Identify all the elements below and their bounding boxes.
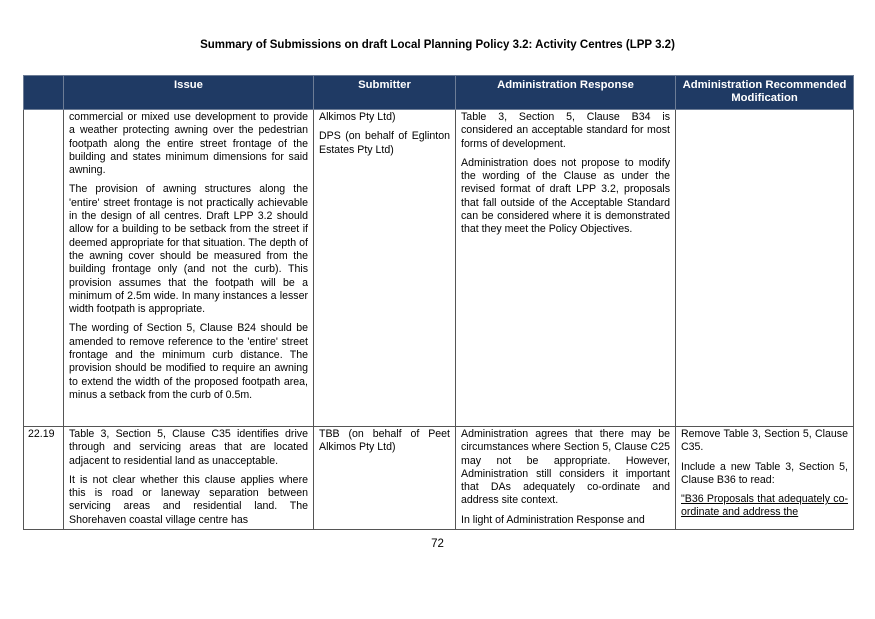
response-paragraph: In light of Administration Response and xyxy=(461,513,645,526)
header-submitter: Submitter xyxy=(314,76,456,110)
issue-paragraph: It is not clear whether this clause applies where this is road or laneway separation between servicing areas and residential land. The Shorehaven coastal village centre has xyxy=(69,473,308,526)
table-row xyxy=(24,110,854,427)
page-title: Summary of Submissions on draft Local Planning Policy 3.2: Activity Centres (LPP 3.2) xyxy=(200,39,675,51)
issue-paragraph: The provision of awning structures along the 'entire' street frontage is not practically achievable in the design of all centres. Draft LPP 3.2 should allow for a building to be setback from the street if deemed appropriate for that situation. The depth of the awning cover should be measured from the building frontage only (and not the curb). This provision assumes that the footpath will be a minimum of 2.5m wide. In many instances a lesser width footpath is appropriate. xyxy=(69,183,308,316)
response-cell xyxy=(456,110,676,427)
submitter-cell xyxy=(314,427,456,530)
submissions-table xyxy=(23,75,854,530)
modification-paragraph: "B36 Proposals that adequately co-ordinate and address the xyxy=(681,493,848,519)
response-paragraph: Administration agrees that there may be circumstances where Section 5, Clause C25 may not be appropriate. However, Administration still considers it important that DAs adequately co-ordinate and address site context. xyxy=(461,428,670,507)
table-row xyxy=(24,427,854,530)
header-number xyxy=(24,76,64,110)
header-issue: Issue xyxy=(64,76,314,110)
modification-paragraph: Remove Table 3, Section 5, Clause C35. xyxy=(681,428,848,454)
header-recommended-modification: Administration Recommended Modification xyxy=(676,76,854,110)
submitter-paragraph: TBB (on behalf of Peet Alkimos Pty Ltd) xyxy=(319,428,450,454)
modification-cell xyxy=(676,427,854,530)
header-admin-response: Administration Response xyxy=(456,76,676,110)
issue-paragraph: commercial or mixed use development to provide a weather protecting awning over the pedestrian footpath along the entire street frontage of the building and states minimum dimensions for said awning. xyxy=(69,111,308,177)
modification-cell xyxy=(676,110,854,427)
row-number xyxy=(24,110,64,427)
response-cell xyxy=(456,427,676,530)
submitter-cell xyxy=(314,110,456,427)
table-header-row xyxy=(24,76,854,110)
modification-paragraph: Include a new Table 3, Section 5, Clause B36 to read: xyxy=(681,460,848,486)
issue-paragraph: The wording of Section 5, Clause B24 should be amended to remove reference to the 'entire' street frontage and the minimum curb distance. The provision should be modified to require an awning to extend the width of the proposed footpath area, minus a setback from the curb of 0.5m. xyxy=(69,322,308,401)
issue-cell xyxy=(64,427,314,530)
issue-paragraph: Table 3, Section 5, Clause C35 identifies drive through and servicing areas that are located adjacent to residential land as unacceptable. xyxy=(69,428,308,467)
page-number: 72 xyxy=(431,538,444,550)
response-paragraph: Administration does not propose to modify the wording of the Clause as under the revised format of draft LPP 3.2, proposals that fall outside of the Acceptable Standard can be considered where it is demonstrated that they meet the Policy Objectives. xyxy=(461,156,670,236)
submitter-paragraph: DPS (on behalf of Eglinton Estates Pty Ltd) xyxy=(319,130,450,156)
issue-cell xyxy=(64,110,314,427)
row-number: 22.19 xyxy=(24,427,64,530)
submitter-paragraph: Alkimos Pty Ltd) xyxy=(319,111,396,123)
response-paragraph: Table 3, Section 5, Clause B34 is considered an acceptable standard for most forms of development. xyxy=(461,111,670,150)
